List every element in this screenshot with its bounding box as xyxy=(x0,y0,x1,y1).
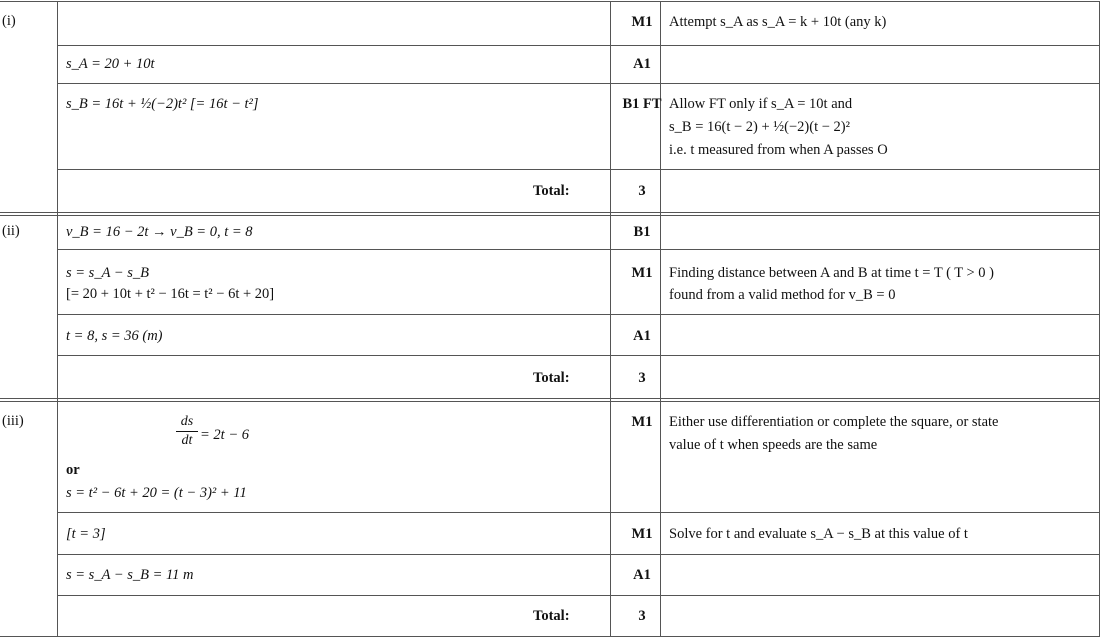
rule xyxy=(57,249,1100,250)
mark: M1 xyxy=(631,526,653,542)
guidance: found from a valid method for v_B = 0 xyxy=(669,287,896,303)
or-label: or xyxy=(66,462,80,478)
rule xyxy=(57,595,1100,596)
fraction-denominator: dt xyxy=(181,433,193,448)
fraction-bar xyxy=(176,431,198,432)
total-label: Total: xyxy=(533,183,570,199)
total-mark: 3 xyxy=(638,608,646,624)
rule xyxy=(0,636,1100,637)
guidance: Finding distance between A and B at time t = T ( T > 0 ) xyxy=(669,265,994,281)
rule xyxy=(57,314,1100,315)
answer: s = t² − 6t + 20 = (t − 3)² + 11 xyxy=(66,485,247,501)
part-label-ii: (ii) xyxy=(2,223,20,239)
mark: M1 xyxy=(631,414,653,430)
rule xyxy=(0,398,1100,399)
rule xyxy=(0,401,1100,402)
mark: B1 FT xyxy=(622,96,662,112)
total-mark: 3 xyxy=(638,370,646,386)
rule xyxy=(57,554,1100,555)
total-label: Total: xyxy=(533,608,570,624)
guidance: i.e. t measured from when A passes O xyxy=(669,142,888,158)
rule xyxy=(57,355,1100,356)
guidance: Solve for t and evaluate s_A − s_B at this value of t xyxy=(669,526,968,542)
rule xyxy=(57,83,1100,84)
derivative-fraction xyxy=(176,414,198,449)
answer: = 2t − 6 xyxy=(200,427,249,443)
answer: [= 20 + 10t + t² − 16t = t² − 6t + 20] xyxy=(66,286,275,302)
mark: M1 xyxy=(631,265,653,281)
rule xyxy=(57,512,1100,513)
total-label: Total: xyxy=(533,370,570,386)
rule xyxy=(0,212,1100,213)
answer: v_B = 16 − 2t → v_B = 0, t = 8 xyxy=(66,224,253,240)
rule xyxy=(0,1,1100,2)
answer: s_B = 16t + ½(−2)t² [= 16t − t²] xyxy=(66,96,259,112)
guidance: s_B = 16(t − 2) + ½(−2)(t − 2)² xyxy=(669,119,850,135)
rule xyxy=(57,169,1100,170)
rule xyxy=(0,215,1100,216)
mark: A1 xyxy=(633,56,651,72)
fraction-numerator: ds xyxy=(180,414,194,429)
part-label-i: (i) xyxy=(2,13,16,29)
mark: A1 xyxy=(633,328,651,344)
part-label-iii: (iii) xyxy=(2,413,24,429)
answer: t = 8, s = 36 (m) xyxy=(66,328,163,344)
guidance: Attempt s_A as s_A = k + 10t (any k) xyxy=(669,14,887,30)
answer: s = s_A − s_B xyxy=(66,265,149,281)
mark: A1 xyxy=(633,567,651,583)
guidance: value of t when speeds are the same xyxy=(669,437,878,453)
total-mark: 3 xyxy=(638,183,646,199)
guidance: Allow FT only if s_A = 10t and xyxy=(669,96,853,112)
mark: B1 xyxy=(633,224,651,240)
rule xyxy=(57,1,58,637)
answer: s_A = 20 + 10t xyxy=(66,56,155,72)
answer: s = s_A − s_B = 11 m xyxy=(66,567,194,583)
mark: M1 xyxy=(631,14,653,30)
guidance: Either use differentiation or complete the square, or state xyxy=(669,414,999,430)
rule xyxy=(57,45,1100,46)
answer: [t = 3] xyxy=(66,526,106,542)
